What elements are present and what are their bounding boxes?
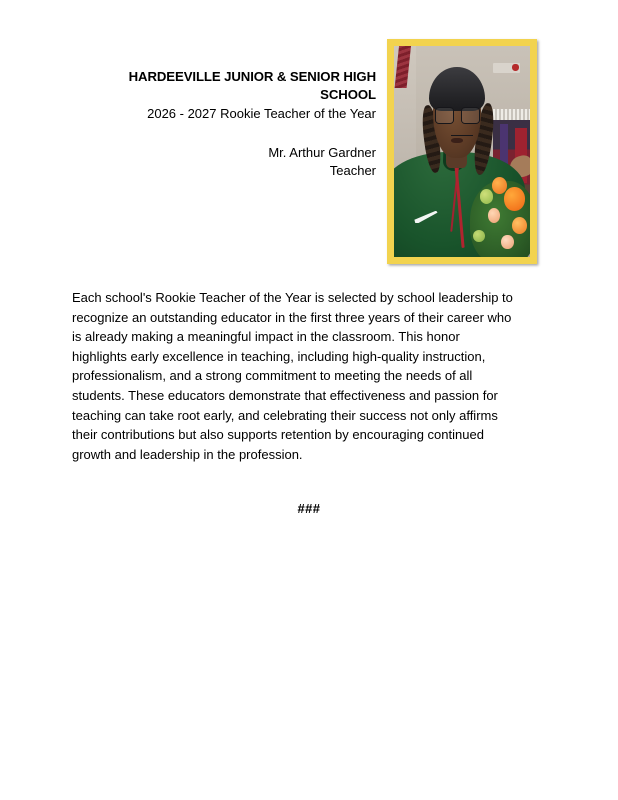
award-title-line: 2026 - 2027 Rookie Teacher of the Year xyxy=(147,106,376,121)
photo-lens-right xyxy=(461,107,480,124)
document-header xyxy=(72,68,376,123)
body-paragraph: Each school's Rookie Teacher of the Year is selected by school leadership to recognize an outstanding educator in the first three years of their career who is already making a meaningful impact in the classroom. This honor highlights early excellence in teaching, including high-quality instruction, professionalism, and a strong commitment to meeting the needs of all students. These educators demonstrate that effectiveness and passion for teaching can take root early, and celebrating their success not only affirms their contributions but also supports retention by encouraging continued growth and leadership in the profession. xyxy=(72,290,513,462)
honoree-title: Teacher xyxy=(329,162,376,178)
school-name: HARDEEVILLE JUNIOR & SENIOR HIGH SCHOOL xyxy=(128,69,376,102)
photo-lens-left xyxy=(435,107,454,124)
photo-bloom-orange-3 xyxy=(512,217,527,234)
photo-shelf-rail xyxy=(493,109,530,120)
photo-glasses-bridge xyxy=(451,135,473,137)
portrait-photo xyxy=(394,46,530,257)
photo-bloom-peach-2 xyxy=(501,235,513,249)
photo-wall-sign xyxy=(493,63,520,74)
photo-bloom-orange-2 xyxy=(492,177,507,194)
photo-eyeglasses xyxy=(435,107,480,124)
portrait-photo-frame xyxy=(387,39,537,264)
photo-bloom-orange-1 xyxy=(504,187,524,210)
end-of-release-marker: ### xyxy=(297,501,321,516)
honoree-name: Mr. Arthur Gardner xyxy=(268,145,376,160)
honoree-block xyxy=(72,144,376,179)
